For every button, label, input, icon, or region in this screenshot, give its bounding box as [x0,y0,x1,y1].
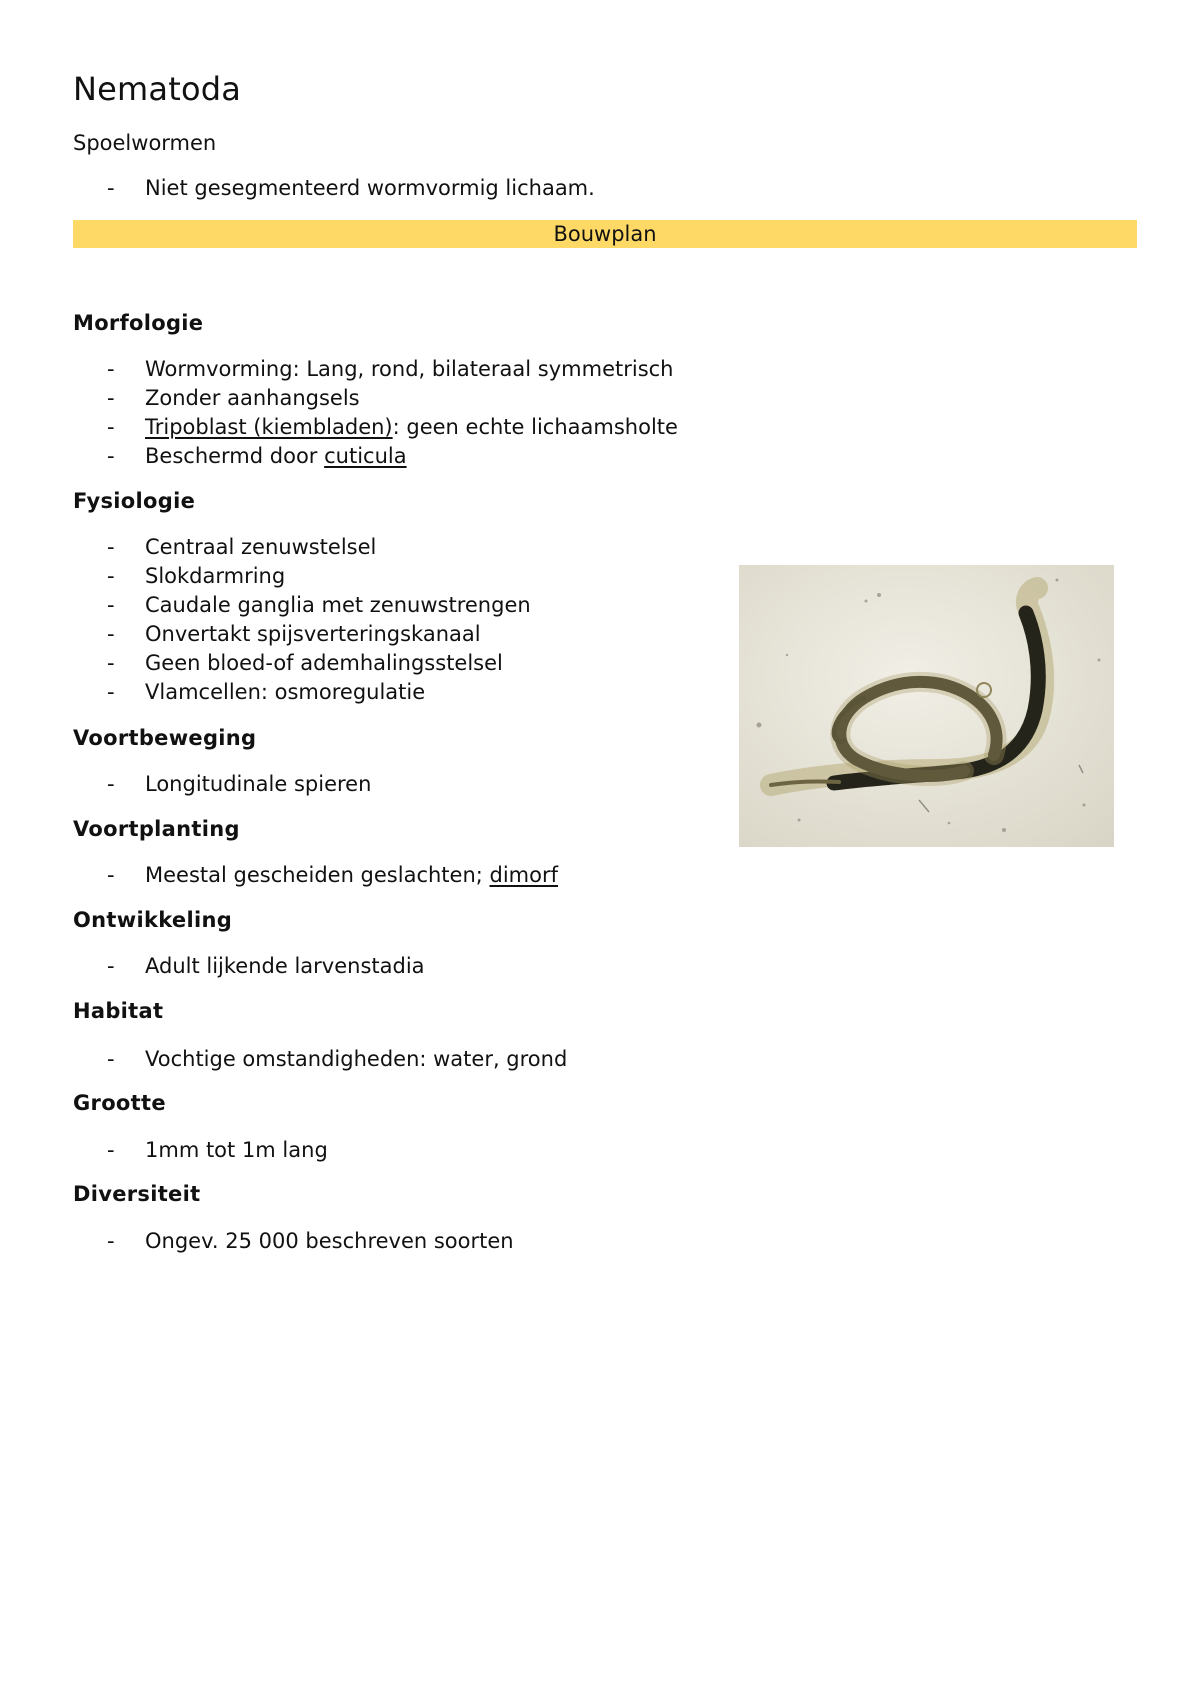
list-item-rest-text: : geen echte lichaamsholte [392,415,678,439]
nematode-micrograph [739,565,1114,847]
section-heading-ontwikkeling: Ontwikkeling [73,908,233,932]
list-item-text: Caudale ganglia met zenuwstrengen [145,593,531,617]
bullet-dash: - [107,357,115,381]
bullet-dash: - [107,176,115,200]
bullet-dash: - [107,444,115,468]
bullet-dash: - [107,1138,115,1162]
bullet-dash: - [107,772,115,796]
page-title: Nematoda [73,70,242,108]
bullet-dash: - [107,680,115,704]
list-item-text: Longitudinale spieren [145,772,372,796]
section-heading-voortplanting: Voortplanting [73,817,240,841]
list-item-text: 1mm tot 1m lang [145,1138,328,1162]
list-item-text: Vlamcellen: osmoregulatie [145,680,426,704]
list-item-text: Adult lijkende larvenstadia [145,954,425,978]
bullet-dash: - [107,564,115,588]
list-item-text: Slokdarmring [145,564,286,588]
section-heading-diversiteit: Diversiteit [73,1182,201,1206]
list-item-text: Onvertakt spijsverteringskanaal [145,622,481,646]
bullet-dash: - [107,651,115,675]
list-item-text [145,861,558,890]
section-heading-fysiologie: Fysiologie [73,489,196,513]
bullet-dash: - [107,622,115,646]
list-item-text: Wormvorming: Lang, rond, bilateraal symmetrisch [145,357,674,381]
list-item-text: Geen bloed-of ademhalingsstelsel [145,651,503,675]
bullet-dash: - [107,1229,115,1253]
micrograph-background [739,565,1114,847]
list-item-text: Zonder aanhangsels [145,386,360,410]
section-heading-voortbeweging: Voortbeweging [73,726,257,750]
list-item-text: Vochtige omstandigheden: water, grond [145,1047,568,1071]
page-subtitle: Spoelwormen [73,131,217,155]
nematode-illustration [739,565,1114,847]
bullet-dash: - [107,1047,115,1071]
list-item-text [145,442,407,471]
section-banner: Bouwplan [73,220,1137,248]
section-heading-grootte: Grootte [73,1091,166,1115]
list-item-text [145,413,678,442]
list-item-text: Centraal zenuwstelsel [145,535,377,559]
list-item-text: Ongev. 25 000 beschreven soorten [145,1229,514,1253]
tripoblast-link[interactable]: Tripoblast (kiembladen) [145,415,393,439]
list-item-pre-text: Meestal gescheiden geslachten; [145,863,490,887]
bullet-dash: - [107,863,115,887]
bullet-dash: - [107,593,115,617]
bullet-dash: - [107,415,115,439]
section-heading-morfologie: Morfologie [73,311,204,335]
cuticula-link[interactable]: cuticula [324,444,407,468]
bullet-dash: - [107,535,115,559]
list-item-text: Niet gesegmenteerd wormvormig lichaam. [145,176,595,200]
dimorf-link[interactable]: dimorf [489,863,559,887]
bullet-dash: - [107,386,115,410]
list-item-pre-text: Beschermd door [145,444,325,468]
bullet-dash: - [107,954,115,978]
section-heading-habitat: Habitat [73,999,164,1023]
